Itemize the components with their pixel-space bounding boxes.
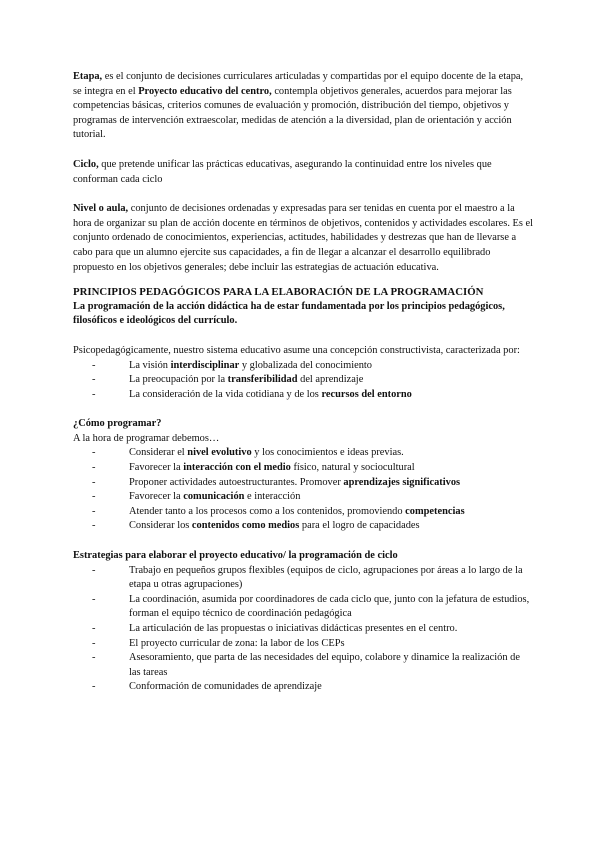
list-item <box>73 461 533 476</box>
list-item <box>73 476 533 491</box>
text-run: La consideración de la vida cotidiana y de los <box>129 388 322 400</box>
list-item <box>73 505 533 520</box>
list-item <box>73 388 533 403</box>
list-item <box>73 490 533 505</box>
text-run: Considerar el <box>129 447 188 459</box>
text-run: Conformación de comunidades de aprendizaje <box>129 681 322 693</box>
list-item <box>73 651 533 680</box>
principles-list <box>73 359 533 403</box>
text-run: La preocupación por la <box>129 374 228 386</box>
term-label: Nivel o aula, <box>73 203 129 215</box>
text-run: Favorecer la <box>129 462 184 474</box>
list-item <box>73 446 533 461</box>
list-item <box>73 622 533 637</box>
text-run: Proponer actividades autoestructurantes. Promover <box>129 476 344 488</box>
bold-text: aprendizajes significativos <box>343 476 461 488</box>
text-run: La coordinación, asumida por coordinadores de cada ciclo que, junto con la jefatura de estudios, forman el equipo técnico de coordinación pedagógica <box>129 593 530 620</box>
intro-section <box>73 70 533 275</box>
bold-text: Proyecto educativo del centro, <box>138 85 272 97</box>
how-list <box>73 446 533 534</box>
text-run: Asesoramiento, que parta de las necesidades del equipo, colabore y dinamice la realización de las tareas <box>129 652 520 678</box>
text-run: La articulación de las propuestas o iniciativas didácticas presentes en el centro. <box>129 623 458 634</box>
text-run: La visión <box>129 359 171 371</box>
list-item <box>73 637 533 652</box>
bold-text: transferibilidad <box>227 374 298 386</box>
paragraph-etapa <box>73 70 533 143</box>
principles-lead: Psicopedagógicamente, nuestro sistema educativo asume una concepción constructivista, caracterizada por: <box>73 344 520 356</box>
text-run: e interacción <box>244 491 301 503</box>
text-run: físico, natural y sociocultural <box>290 462 415 474</box>
strategies-heading: Estrategias para elaborar el proyecto educativo/ la programación de ciclo <box>73 550 398 562</box>
bold-text: comunicación <box>183 491 245 503</box>
text-run: Trabajo en pequeños grupos flexibles (equipos de ciclo, agrupaciones por áreas a lo largo de la etapa u otras agrupaciones) <box>129 564 523 591</box>
document-body <box>73 70 533 695</box>
principles-subheading: La programación de la acción didáctica ha de estar fundamentada por los principios pedagógicos, filosóficos e ideológicos del currículo. <box>73 300 505 327</box>
text-run: es el conjunto de decisiones curriculares articuladas y compartidas por el equipo docente de la etapa, se integra en el <box>73 71 524 97</box>
list-item <box>73 373 533 388</box>
term-label: Etapa, <box>73 71 103 82</box>
text-run: Considerar los <box>129 520 192 532</box>
text-run: contempla objetivos generales, acuerdos para mejorar las competencias básicas, criterios comunes de evaluación y promoción, distribución del tiempo, objetivos y programas de intervención extraescolar, medidas de atención a la diversidad, plan de orientación y acción tutorial. <box>73 85 512 141</box>
bold-text: contenidos como medios <box>191 520 300 532</box>
how-heading: ¿Cómo programar? <box>73 418 162 430</box>
text-run: y los conocimientos e ideas previas. <box>251 447 404 459</box>
bold-text: nivel evolutivo <box>187 447 252 459</box>
list-item <box>73 564 533 593</box>
how-section <box>73 417 533 534</box>
text-run: conjunto de decisiones ordenadas y expresadas para ser tenidas en cuenta por el maestro a la hora de organizar su plan de acción docente en términos de objetivos, contenidos y actividades escolares. Es el conjunto ordenado de conocimientos, experiencias, actitudes, habilidades y destrezas que han de llevarse a cabo para que un alumno ejercite sus capacidades, a fin de llegar a alcanzar el desarrollo equilibrado propuesto en los objetivos generales; debe incluir las estrategias de actuación educativa. <box>73 203 534 273</box>
list-item <box>73 359 533 374</box>
list-item <box>73 519 533 534</box>
bold-text: recursos del entorno <box>321 388 412 400</box>
list-item <box>73 680 533 695</box>
term-label: Ciclo, <box>73 158 99 170</box>
how-lead: A la hora de programar debemos… <box>73 432 220 444</box>
text-run: El proyecto curricular de zona: la labor de los CEPs <box>129 637 345 649</box>
bold-text: interacción con el medio <box>183 462 291 474</box>
text-run: y globalizada del conocimiento <box>239 359 372 371</box>
strategies-list <box>73 564 533 695</box>
text-run: que pretende unificar las prácticas educativas, asegurando la continuidad entre los niveles que conforman cada ciclo <box>73 158 492 185</box>
bold-text: competencias <box>405 505 465 517</box>
text-run: Atender tanto a los procesos como a los contenidos, promoviendo <box>129 505 406 517</box>
bold-text: interdisciplinar <box>170 359 240 371</box>
text-run: para el logro de capacidades <box>299 520 420 532</box>
strategies-section <box>73 549 533 695</box>
text-run: del aprendizaje <box>297 374 364 386</box>
principles-heading: PRINCIPIOS PEDAGÓGICOS PARA LA ELABORACIÓN DE LA PROGRAMACIÓN <box>73 286 484 299</box>
paragraph-nivel-aula <box>73 202 533 275</box>
list-item <box>73 593 533 622</box>
principles-section <box>73 285 533 402</box>
text-run: Favorecer la <box>129 491 184 503</box>
paragraph-ciclo <box>73 158 533 187</box>
